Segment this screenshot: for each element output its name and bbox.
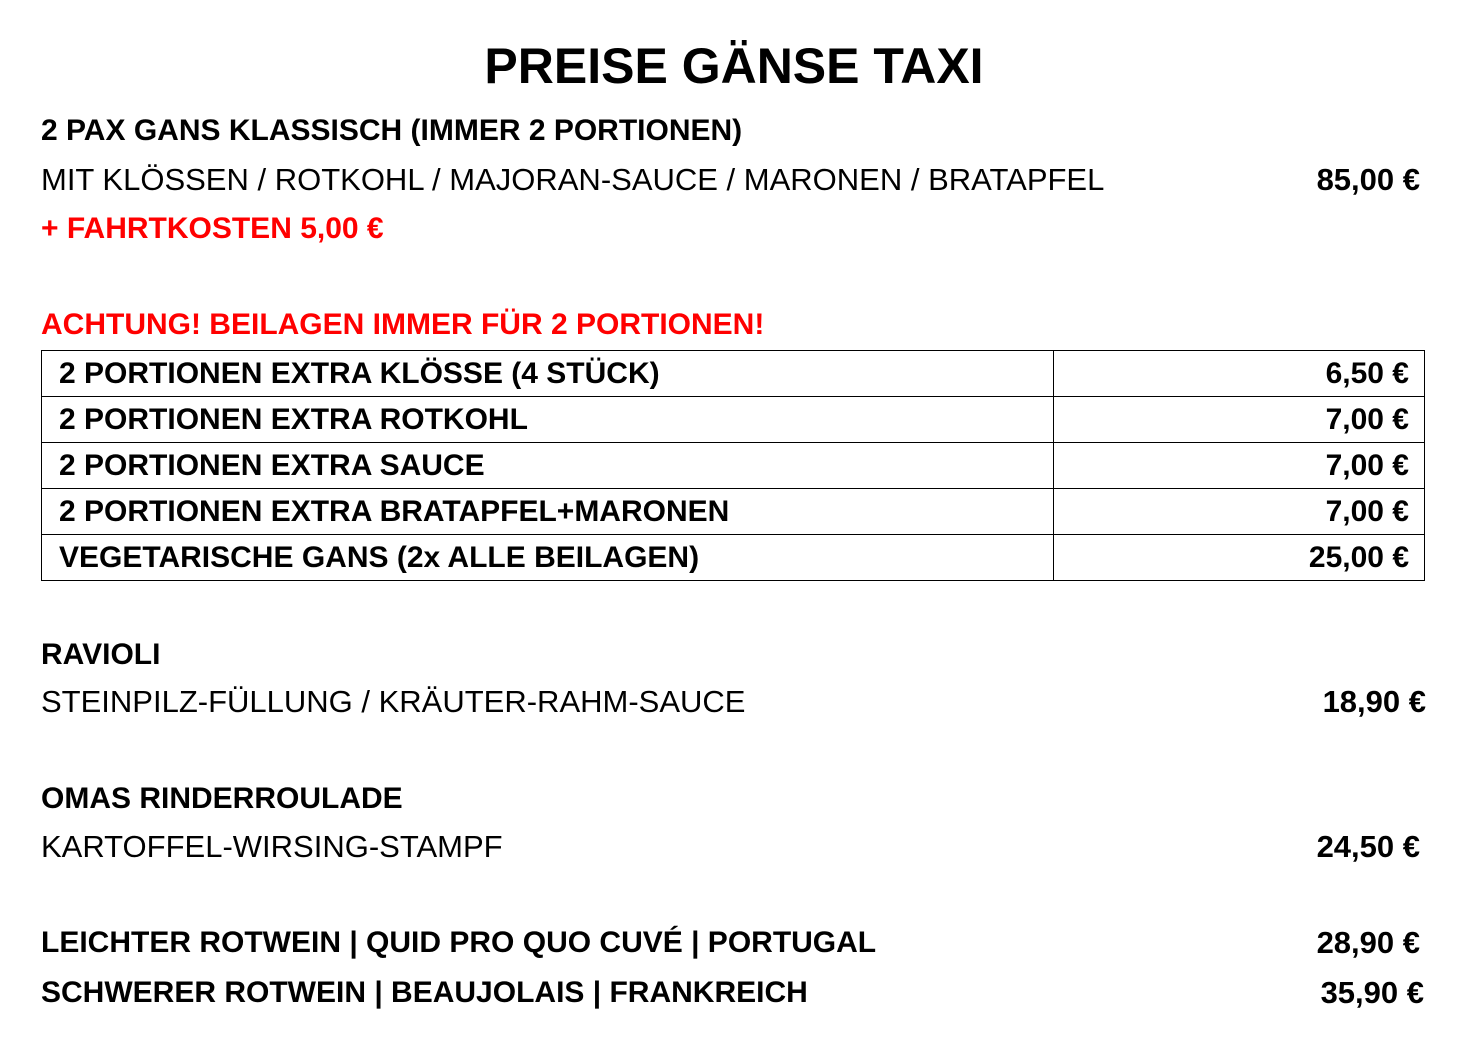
side-item: VEGETARISCHE GANS (2x ALLE BEILAGEN) [42,535,1054,581]
table-row [42,535,1425,581]
ravioli-description: STEINPILZ-FÜLLUNG / KRÄUTER-RAHM-SAUCE [41,684,746,719]
side-price: 25,00 € [1054,535,1425,581]
side-item: 2 PORTIONEN EXTRA BRATAPFEL+MARONEN [42,489,1054,535]
wine-heavy-price: 35,90 € [1320,975,1424,1010]
roulade-description: KARTOFFEL-WIRSING-STAMPF [41,829,503,864]
wine-light: LEICHTER ROTWEIN | QUID PRO QUO CUVÉ | PORTUGAL [41,926,877,959]
roulade-price: 24,50 € [1316,829,1420,864]
sides-warning: ACHTUNG! BEILAGEN IMMER FÜR 2 PORTIONEN! [41,308,765,341]
ravioli-price: 18,90 € [1322,684,1426,719]
side-item: 2 PORTIONEN EXTRA SAUCE [42,443,1054,489]
wine-light-price: 28,90 € [1316,925,1420,960]
table-row [42,397,1425,443]
side-item: 2 PORTIONEN EXTRA KLÖSSE (4 STÜCK) [42,351,1054,397]
wine-heavy: SCHWERER ROTWEIN | BEAUJOLAIS | FRANKREICH [41,976,808,1009]
side-price: 7,00 € [1054,489,1425,535]
table-row [42,489,1425,535]
goose-heading: 2 PAX GANS KLASSISCH (IMMER 2 PORTIONEN) [41,114,743,147]
side-item: 2 PORTIONEN EXTRA ROTKOHL [42,397,1054,443]
goose-price: 85,00 € [1316,162,1420,197]
side-price: 7,00 € [1054,443,1425,489]
delivery-note: + FAHRTKOSTEN 5,00 € [41,212,384,245]
table-row [42,443,1425,489]
ravioli-heading: RAVIOLI [41,638,161,671]
sides-table [41,350,1425,581]
table-row [42,351,1425,397]
side-price: 6,50 € [1054,351,1425,397]
side-price: 7,00 € [1054,397,1425,443]
page-title: PREISE GÄNSE TAXI [484,38,984,94]
roulade-heading: OMAS RINDERROULADE [41,782,403,815]
goose-description: MIT KLÖSSEN / ROTKOHL / MAJORAN-SAUCE / MARONEN / BRATAPFEL [41,162,1105,197]
